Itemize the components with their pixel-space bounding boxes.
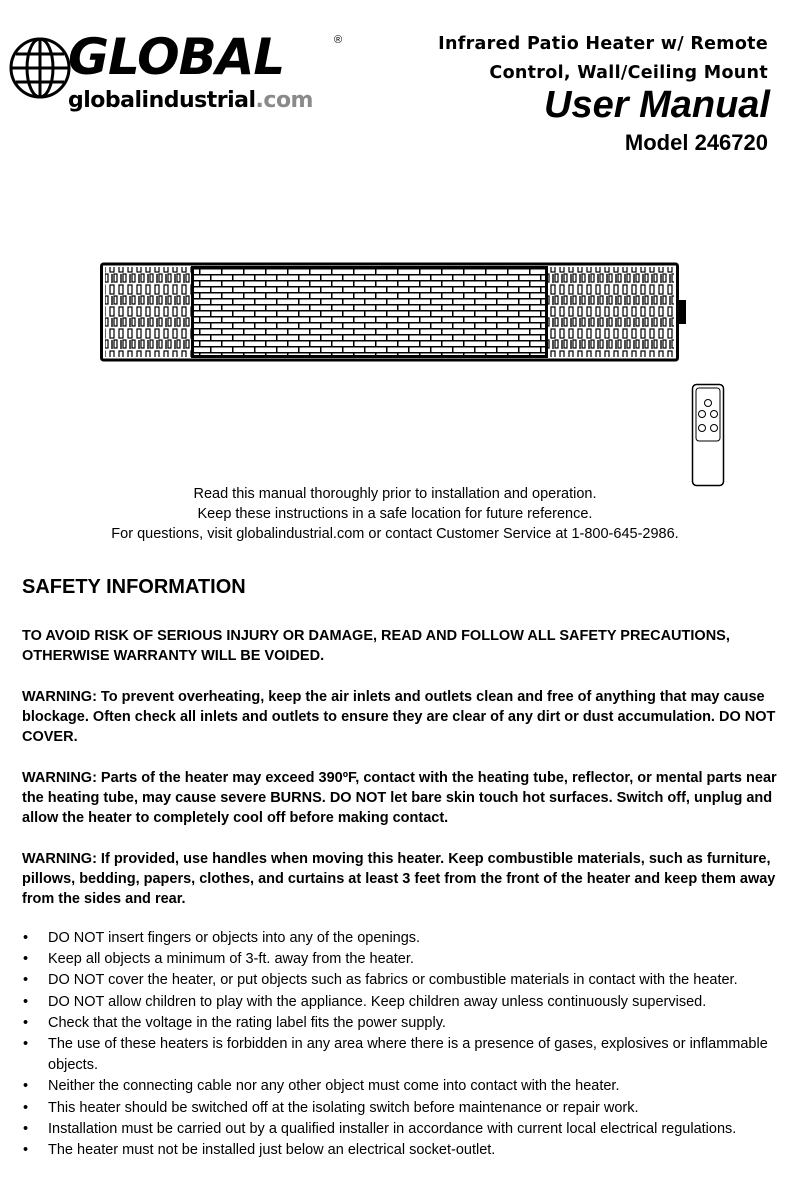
bullet-text: DO NOT allow children to play with the appliance. Keep children away unless continuously supervised. — [48, 993, 707, 1010]
model-number: Model 246720 — [624, 130, 768, 155]
product-title-line-2: Control, Wall/Ceiling Mount — [489, 63, 768, 83]
list-item — [22, 1013, 792, 1034]
list-item — [22, 1076, 792, 1097]
warnings-block — [22, 626, 782, 930]
safety-heading: SAFETY INFORMATION — [22, 576, 246, 598]
logo-url — [68, 88, 313, 113]
bullet-text: Neither the connecting cable nor any other object must come into contact with the heater. — [48, 1078, 620, 1095]
bullet-icon: • — [23, 1036, 29, 1053]
bullet-icon: • — [23, 930, 29, 946]
bullet-text: This heater should be switched off at the isolating switch before maintenance or repair work. — [48, 1099, 639, 1116]
product-title — [348, 30, 768, 88]
list-item — [22, 1098, 792, 1119]
warning-paragraph: WARNING: To prevent overheating, keep the air inlets and outlets clean and free of anything that may cause blockage. Often check all inlets and outlets to ensure they are clear of any dirt or dust accumulation. DO NOT COVER. — [22, 689, 776, 745]
list-item — [22, 970, 792, 991]
bullet-text: Check that the voltage in the rating label fits the power supply. — [48, 1014, 446, 1031]
warning-paragraph: TO AVOID RISK OF SERIOUS INJURY OR DAMAGE, READ AND FOLLOW ALL SAFETY PRECAUTIONS, OTHERWISE WARRANTY WILL BE VOIDED. — [22, 628, 730, 664]
intro-line-2: Keep these instructions in a safe location for future reference. — [197, 506, 593, 522]
intro-text — [0, 484, 790, 544]
bullet-text: DO NOT cover the heater, or put objects such as fabrics or combustible materials in contact with the heater. — [48, 972, 738, 989]
intro-line-3: For questions, visit globalindustrial.com or contact Customer Service at 1-800-645-2986. — [111, 526, 679, 542]
logo-url-tld: .com — [255, 88, 313, 113]
globe-icon — [8, 36, 72, 100]
bullet-icon: • — [23, 951, 29, 968]
warning-paragraph: WARNING: If provided, use handles when moving this heater. Keep combustible materials, such as furniture, pillows, bedding, papers, clothes, and curtains at least 3 feet from the front of the heater and keep them away from the sides and rear. — [22, 851, 776, 907]
bullet-text: DO NOT insert fingers or objects into any of the openings. — [48, 930, 421, 946]
remote-control-illustration — [691, 383, 725, 487]
bullet-icon: • — [23, 1142, 29, 1159]
global-industrial-logo — [8, 30, 348, 120]
patio-heater-illustration — [100, 262, 690, 364]
bullet-icon: • — [23, 993, 29, 1010]
registered-mark: ® — [334, 34, 343, 46]
bullet-text: Keep all objects a minimum of 3-ft. away from the heater. — [48, 951, 414, 968]
bullet-icon: • — [23, 1014, 29, 1031]
product-title-line-1: Infrared Patio Heater w/ Remote — [438, 34, 768, 54]
logo-wordmark: GLOBAL — [68, 28, 285, 86]
list-item — [22, 1119, 792, 1140]
bullet-icon: • — [23, 1099, 29, 1116]
warning-paragraph: WARNING: Parts of the heater may exceed 390ºF, contact with the heating tube, reflector, or mental parts near the heating tube, may cause severe BURNS. DO NOT let bare skin touch hot surfaces. Switch off, unplug and allow the heater to completely cool off before making contact. — [22, 770, 777, 826]
bullet-text: The use of these heaters is forbidden in any area where there is a presence of gases, explosives or inflammable objects. — [48, 1036, 768, 1074]
bullet-icon: • — [23, 1120, 29, 1137]
list-item — [22, 949, 792, 970]
list-item — [22, 992, 792, 1013]
bullet-text: Installation must be carried out by a qualified installer in accordance with current local electrical regulations. — [48, 1120, 737, 1137]
list-item — [22, 1140, 792, 1161]
safety-bullet-list — [22, 928, 792, 1161]
logo-url-domain: globalindustrial — [68, 88, 256, 113]
bullet-icon: • — [23, 1078, 29, 1095]
list-item — [22, 928, 792, 949]
list-item — [22, 1034, 792, 1076]
intro-line-1: Read this manual thoroughly prior to installation and operation. — [193, 486, 597, 502]
bullet-text: The heater must not be installed just below an electrical socket-outlet. — [48, 1142, 496, 1159]
manual-title: User Manual — [544, 84, 770, 126]
bullet-icon: • — [23, 972, 29, 989]
